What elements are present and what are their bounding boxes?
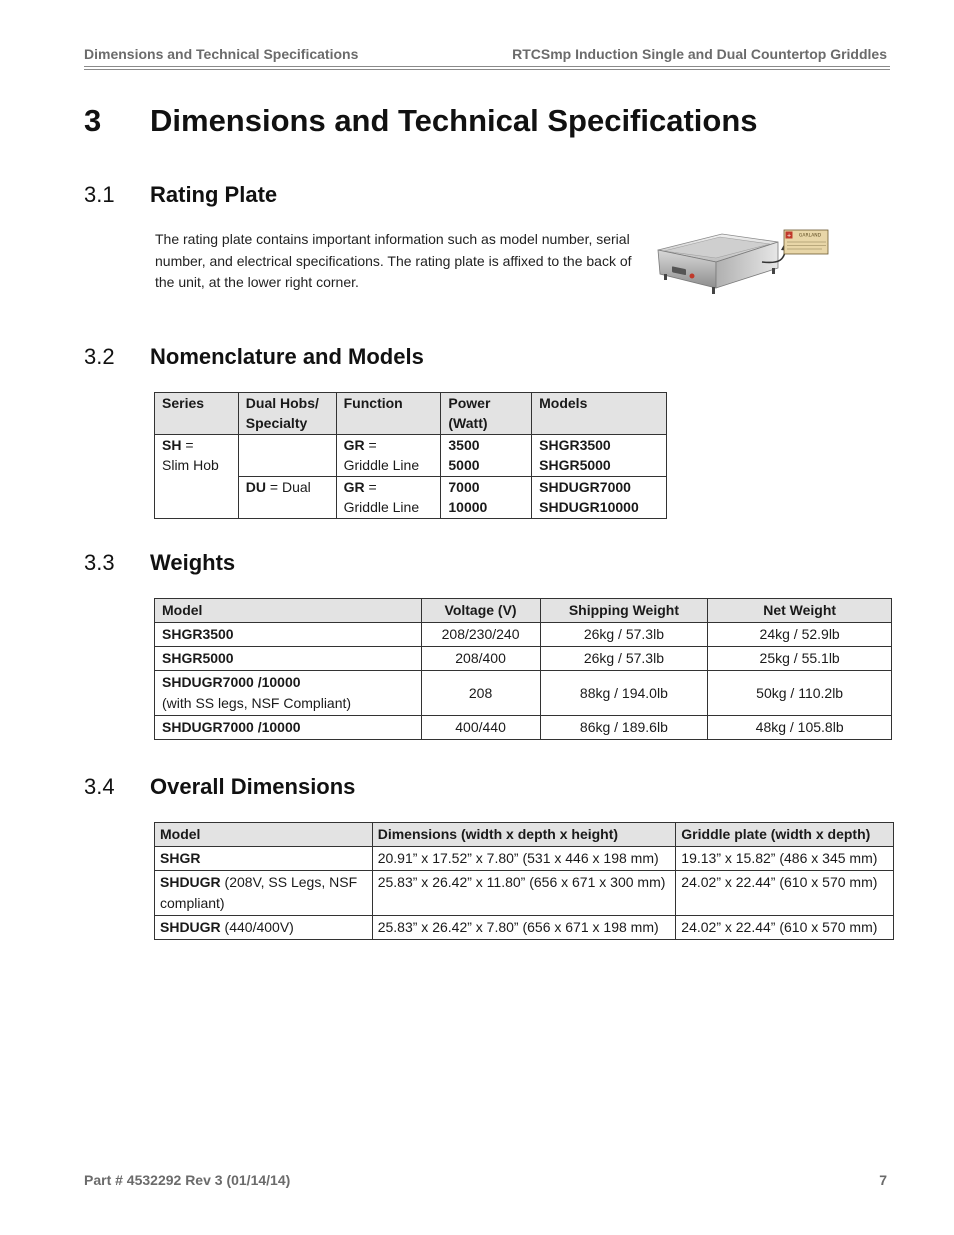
equals-sign: = — [364, 479, 377, 495]
griddle-plate-cell: 19.13” x 15.82” (486 x 345 mm) — [676, 847, 894, 871]
model-name: SHGR5000 — [539, 456, 611, 473]
function-name: Griddle Line — [343, 456, 420, 473]
model-name: SHDUGR7000 — [539, 479, 631, 495]
net-weight-cell: 24kg / 52.9lb — [708, 623, 892, 647]
griddle-rating-plate-photo — [652, 224, 830, 304]
shipping-weight-cell: 26kg / 57.3lb — [540, 647, 708, 671]
header-cell: Griddle plate (width x depth) — [676, 823, 894, 847]
power-value: 5000 — [448, 456, 480, 473]
plate-brand: GARLAND — [798, 233, 822, 239]
section-heading-nomenclature — [84, 344, 424, 370]
table-row — [155, 623, 892, 647]
model-cell — [155, 671, 422, 716]
table-header-row — [155, 823, 894, 847]
voltage-cell: 208/400 — [421, 647, 540, 671]
header-cell: Net Weight — [708, 599, 892, 623]
table-row — [155, 847, 894, 871]
model-name: SHGR3500 — [162, 626, 234, 642]
equals-sign: = — [181, 437, 194, 453]
section-title: Rating Plate — [150, 182, 278, 207]
model-name: SHDUGR7000 /10000 — [162, 719, 301, 735]
model-name: SHDUGR — [160, 874, 221, 890]
model-name: SHDUGR7000 /10000 — [162, 674, 301, 690]
chapter-number: 3 — [84, 103, 102, 138]
svg-text:+: + — [786, 233, 792, 239]
model-cell — [155, 916, 373, 940]
table-header-row — [155, 599, 892, 623]
running-header-right: RTCSmp Induction Single and Dual Countertop Griddles — [512, 46, 887, 62]
specialty-cell — [238, 477, 336, 519]
section-number: 3.4 — [84, 774, 115, 799]
table-row — [155, 671, 892, 716]
table-row — [155, 916, 894, 940]
dimensions-table — [154, 822, 894, 940]
shipping-weight-cell: 88kg / 194.0lb — [540, 671, 708, 716]
model-name: SHDUGR10000 — [539, 498, 639, 515]
power-value: 7000 — [448, 479, 480, 495]
model-cell — [155, 847, 373, 871]
shipping-weight-cell: 26kg / 57.3lb — [540, 623, 708, 647]
power-cell — [441, 477, 532, 519]
model-cell — [155, 647, 422, 671]
weights-table — [154, 598, 892, 740]
section-number: 3.1 — [84, 182, 115, 207]
model-name: SHDUGR — [160, 919, 221, 935]
header-rule — [84, 66, 890, 67]
header-cell: Voltage (V) — [421, 599, 540, 623]
header-cell: Models — [532, 393, 667, 435]
function-code: GR — [343, 479, 365, 495]
specialty-name: = Dual — [266, 479, 311, 495]
section-heading-weights — [84, 550, 235, 576]
section-title: Nomenclature and Models — [150, 344, 424, 369]
power-value: 3500 — [448, 437, 480, 453]
power-cell — [441, 435, 532, 477]
section-number: 3.3 — [84, 550, 115, 575]
power-value: 10000 — [448, 498, 488, 515]
header-cell: Shipping Weight — [540, 599, 708, 623]
function-code: GR — [343, 437, 365, 453]
nomenclature-table — [154, 392, 667, 519]
header-cell: Dimensions (width x depth x height) — [372, 823, 676, 847]
models-cell — [532, 477, 667, 519]
griddle-unit — [658, 234, 778, 294]
net-weight-cell: 25kg / 55.1lb — [708, 647, 892, 671]
model-note: (440/400V) — [220, 919, 294, 935]
net-weight-cell: 48kg / 105.8lb — [708, 716, 892, 740]
dimensions-cell: 20.91” x 17.52” x 7.80” (531 x 446 x 198 mm) — [372, 847, 676, 871]
specialty-code: DU — [245, 479, 267, 495]
series-code: SH — [162, 437, 182, 453]
rating-plate-paragraph: The rating plate contains important information such as model number, serial number, and electrical specifications. The rating plate is affixed to the back of the unit, at the lower right corner. — [155, 231, 632, 290]
header-cell: Function — [336, 393, 441, 435]
function-cell — [336, 435, 441, 477]
model-note: (with SS legs, NSF Compliant) — [162, 695, 352, 711]
header-cell: Model — [155, 823, 373, 847]
model-cell — [155, 716, 422, 740]
table-row — [155, 716, 892, 740]
table-row — [155, 435, 667, 477]
section-title: Weights — [150, 550, 236, 575]
page-number: 7 — [879, 1172, 887, 1188]
table-row — [155, 647, 892, 671]
chapter-heading — [84, 103, 758, 139]
running-header-left: Dimensions and Technical Specifications — [84, 46, 359, 62]
net-weight-cell: 50kg / 110.2lb — [708, 671, 892, 716]
model-name: SHGR3500 — [539, 437, 611, 453]
models-cell — [532, 435, 667, 477]
function-name: Griddle Line — [343, 498, 420, 515]
series-name: Slim Hob — [162, 456, 219, 473]
function-cell — [336, 477, 441, 519]
voltage-cell: 208/230/240 — [421, 623, 540, 647]
header-cell: Power (Watt) — [441, 393, 532, 435]
model-note: (208V, SS Legs, NSF compliant) — [160, 874, 358, 911]
table-header-row — [155, 393, 667, 435]
rating-plate-closeup — [784, 230, 828, 254]
shipping-weight-cell: 86kg / 189.6lb — [540, 716, 708, 740]
header-cell: Dual Hobs/ Specialty — [238, 393, 336, 435]
dimensions-cell: 25.83” x 26.42” x 11.80” (656 x 671 x 300 mm) — [372, 871, 676, 916]
footer-part-number: Part # 4532292 Rev 3 (01/14/14) — [84, 1172, 291, 1188]
table-row — [155, 871, 894, 916]
dimensions-cell: 25.83” x 26.42” x 7.80” (656 x 671 x 198 mm) — [372, 916, 676, 940]
header-cell: Series — [155, 393, 239, 435]
voltage-cell: 400/440 — [421, 716, 540, 740]
model-cell — [155, 871, 373, 916]
voltage-cell: 208 — [421, 671, 540, 716]
section-number: 3.2 — [84, 344, 115, 369]
series-cell — [155, 435, 239, 519]
section-title: Overall Dimensions — [150, 774, 356, 799]
model-cell — [155, 623, 422, 647]
equals-sign: = — [364, 437, 377, 453]
header-rule — [84, 69, 890, 70]
specialty-cell — [238, 435, 336, 477]
griddle-plate-cell: 24.02” x 22.44” (610 x 570 mm) — [676, 871, 894, 916]
model-name: SHGR5000 — [162, 650, 234, 666]
griddle-plate-cell: 24.02” x 22.44” (610 x 570 mm) — [676, 916, 894, 940]
header-cell: Model — [155, 599, 422, 623]
chapter-title: Dimensions and Technical Specifications — [150, 103, 758, 138]
model-name: SHGR — [160, 850, 201, 866]
section-heading-overall-dimensions — [84, 774, 355, 800]
section-heading-rating-plate — [84, 182, 277, 208]
